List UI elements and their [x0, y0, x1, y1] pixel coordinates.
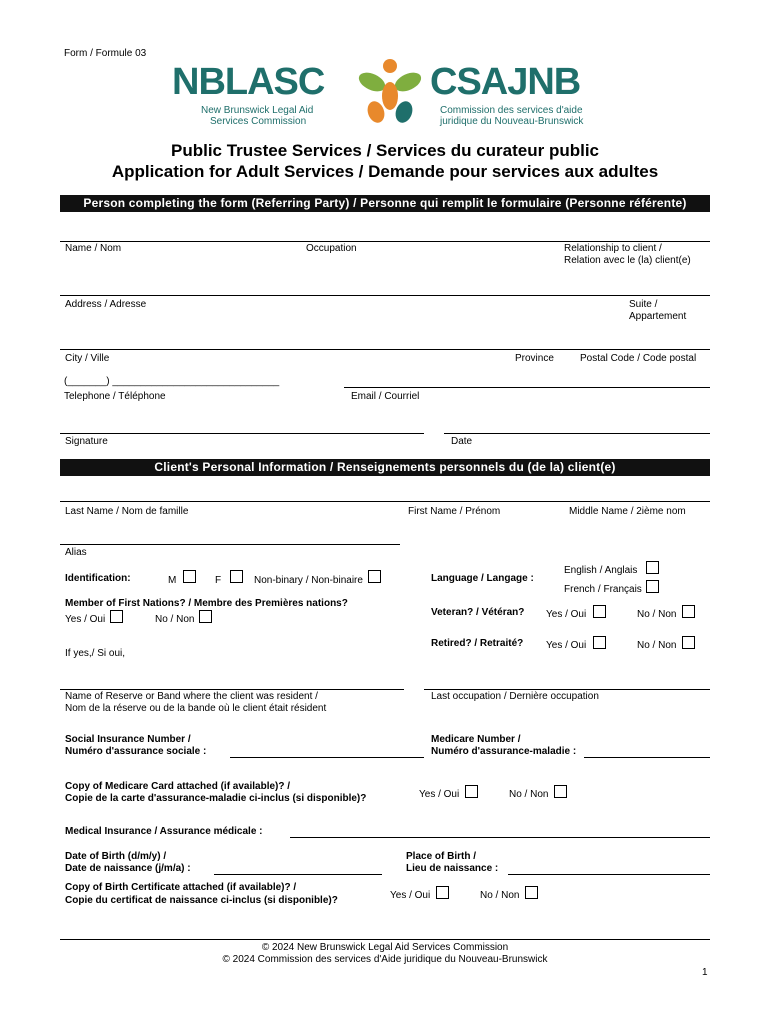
birth-cert-yes-checkbox[interactable]	[436, 886, 449, 899]
first-nations-yes-checkbox[interactable]	[110, 610, 123, 623]
gender-f-checkbox[interactable]	[230, 570, 243, 583]
footer-copyright-fr: © 2024 Commission des services d'Aide juridique du Nouveau-Brunswick	[222, 954, 548, 965]
sin-label-2: Numéro d'assurance sociale :	[65, 746, 207, 757]
first-nations-no-checkbox[interactable]	[199, 610, 212, 623]
veteran-no-checkbox[interactable]	[682, 605, 695, 618]
medicare-copy-label-1: Copy of Medicare Card attached (if available)? /	[65, 781, 291, 792]
medicare-copy-no-checkbox[interactable]	[554, 785, 567, 798]
referrer-city-input[interactable]	[60, 332, 714, 350]
medical-insurance-input[interactable]	[290, 821, 714, 838]
medicare-input[interactable]	[584, 742, 714, 758]
telephone-blank[interactable]: (_______) ______________________________	[64, 376, 280, 387]
telephone-label: Telephone / Téléphone	[64, 391, 166, 402]
birth-cert-label-2: Copie du certificat de naissance ci-inclus (si disponible)?	[65, 895, 338, 906]
signature-label: Signature	[65, 436, 108, 447]
alias-input[interactable]	[60, 528, 404, 545]
sin-label-1: Social Insurance Number /	[65, 734, 191, 745]
veteran-yes-checkbox[interactable]	[593, 605, 606, 618]
page-number: 1	[702, 967, 708, 978]
first-nations-no-label: No / Non	[155, 614, 195, 625]
logo-nblasc-text: NBLASC	[172, 61, 325, 103]
email-input[interactable]	[344, 372, 714, 388]
language-label: Language / Langage :	[431, 573, 534, 584]
first-nations-yes-label: Yes / Oui	[65, 614, 106, 625]
medicare-copy-no-label: No / Non	[509, 789, 549, 800]
section-header-referring-party: Person completing the form (Referring Party) / Personne qui remplit le formulaire (Personne référente)	[60, 195, 710, 212]
date-input[interactable]	[444, 417, 714, 434]
pob-label-1: Place of Birth /	[406, 851, 477, 862]
retired-no-checkbox[interactable]	[682, 636, 695, 649]
referrer-name-row-input[interactable]	[60, 224, 714, 242]
veteran-label: Veteran? / Vétéran?	[431, 607, 525, 618]
address-label: Address / Adresse	[65, 299, 147, 310]
gender-nonbinary-label: Non-binary / Non-binaire	[254, 575, 363, 586]
birth-cert-yes-label: Yes / Oui	[390, 890, 431, 901]
last-occupation-label: Last occupation / Dernière occupation	[431, 691, 599, 702]
footer-divider	[60, 939, 710, 940]
language-french-label: French / Français	[564, 584, 642, 595]
gender-nonbinary-checkbox[interactable]	[368, 570, 381, 583]
veteran-yes-label: Yes / Oui	[546, 609, 587, 620]
language-french-checkbox[interactable]	[646, 580, 659, 593]
suite-label-1: Suite /	[629, 299, 658, 310]
logo-right-sub-1: Commission des services d'aide	[440, 105, 583, 116]
medicare-label-2: Numéro d'assurance-maladie :	[431, 746, 577, 757]
retired-yes-checkbox[interactable]	[593, 636, 606, 649]
gender-m-label: M	[168, 575, 177, 586]
footer-copyright-en: © 2024 New Brunswick Legal Aid Services Commission	[261, 942, 509, 953]
medicare-copy-yes-label: Yes / Oui	[419, 789, 460, 800]
gender-m-checkbox[interactable]	[183, 570, 196, 583]
medicare-copy-yes-checkbox[interactable]	[465, 785, 478, 798]
page-title-line-2: Application for Adult Services / Demande pour services aux adultes	[111, 162, 659, 181]
postal-code-label: Postal Code / Code postal	[580, 353, 697, 364]
relationship-label-1: Relationship to client /	[564, 243, 662, 254]
referrer-address-input[interactable]	[60, 278, 714, 296]
section-header-client-info: Client's Personal Information / Renseignements personnels du (de la) client(e)	[60, 459, 710, 476]
reserve-label-2: Nom de la réserve ou de la bande où le client était résident	[65, 703, 327, 714]
logo-right-sub-2: juridique du Nouveau-Brunswick	[440, 116, 584, 127]
dob-input[interactable]	[214, 859, 386, 875]
language-english-label: English / Anglais	[564, 565, 638, 576]
province-label: Province	[515, 353, 554, 364]
birth-cert-label-1: Copy of Birth Certificate attached (if available)? /	[65, 882, 297, 893]
medical-insurance-label: Medical Insurance / Assurance médicale :	[65, 826, 263, 837]
form-number: Form / Formule 03	[64, 48, 147, 59]
middle-name-label: Middle Name / 2ième nom	[569, 506, 686, 517]
alias-label: Alias	[65, 547, 87, 558]
name-label: Name / Nom	[65, 243, 122, 254]
retired-yes-label: Yes / Oui	[546, 640, 587, 651]
email-label: Email / Courriel	[351, 391, 420, 402]
client-names-input[interactable]	[60, 484, 714, 502]
logo-csajnb-text: CSAJNB	[430, 61, 581, 103]
date-label: Date	[451, 436, 473, 447]
logo-left-sub-2: Services Commission	[210, 116, 307, 127]
medicare-copy-label-2: Copie de la carte d'assurance-maladie ci-inclus (si disponible)?	[65, 793, 367, 804]
reserve-input[interactable]	[60, 672, 408, 690]
first-name-label: First Name / Prénom	[408, 506, 501, 517]
occupation-label: Occupation	[306, 243, 357, 254]
veteran-no-label: No / Non	[637, 609, 677, 620]
medicare-label-1: Medicare Number /	[431, 734, 521, 745]
first-nations-label: Member of First Nations? / Membre des Premières nations?	[65, 598, 348, 609]
logo-figure-icon	[350, 56, 430, 128]
pob-label-2: Lieu de naissance :	[406, 863, 499, 874]
gender-f-label: F	[215, 575, 222, 586]
birth-cert-no-label: No / Non	[480, 890, 520, 901]
dob-label-1: Date of Birth (d/m/y) /	[65, 851, 167, 862]
city-label: City / Ville	[65, 353, 110, 364]
last-name-label: Last Name / Nom de famille	[65, 506, 189, 517]
language-english-checkbox[interactable]	[646, 561, 659, 574]
suite-label-2: Appartement	[629, 311, 687, 322]
retired-no-label: No / Non	[637, 640, 677, 651]
pob-input[interactable]	[508, 859, 714, 875]
dob-label-2: Date de naissance (j/m/a) :	[65, 863, 191, 874]
last-occupation-input[interactable]	[424, 672, 714, 690]
birth-cert-no-checkbox[interactable]	[525, 886, 538, 899]
logo-left-sub-1: New Brunswick Legal Aid	[201, 105, 314, 116]
page-title-line-1: Public Trustee Services / Services du curateur public	[170, 141, 599, 160]
sin-input[interactable]	[230, 742, 428, 758]
if-yes-label: If yes,/ Si oui,	[65, 648, 126, 659]
relationship-label-2: Relation avec le (la) client(e)	[564, 255, 691, 266]
retired-label: Retired? / Retraité?	[431, 638, 524, 649]
signature-input[interactable]	[60, 417, 428, 434]
identification-label: Identification:	[65, 573, 131, 584]
reserve-label-1: Name of Reserve or Band where the client was resident /	[65, 691, 318, 702]
